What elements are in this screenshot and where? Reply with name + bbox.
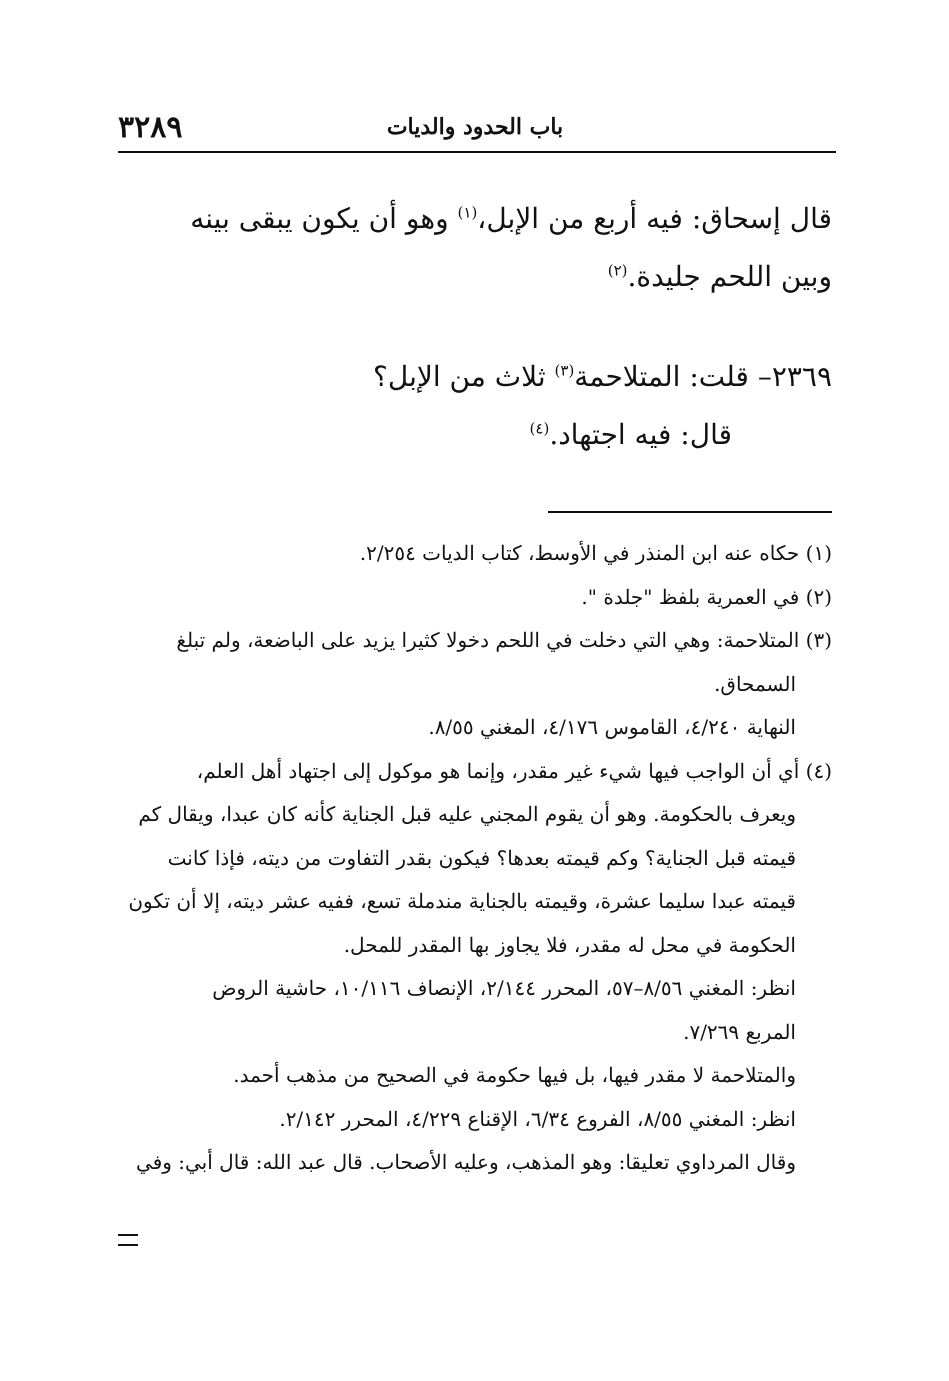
main-text: قال إسحاق: فيه أربع من الإبل، [477, 202, 832, 235]
footnote-ref[interactable]: (٤) [529, 419, 550, 438]
question-line [118, 348, 832, 406]
main-paragraph-1 [118, 190, 832, 306]
main-line [118, 190, 832, 248]
footnote-ref[interactable]: (٣) [554, 361, 575, 380]
footnote-1 [118, 532, 832, 576]
footnote-line: والمتلاحمة لا مقدر فيها، بل فيها حكومة في الصحيح من مذهب أحمد. [233, 1063, 796, 1087]
main-text: وهو أن يكون يبقى بينه [190, 202, 458, 235]
footnotes [118, 532, 832, 1185]
footnote-ref[interactable]: (١) [457, 203, 478, 222]
footnote-divider [548, 511, 832, 513]
footnote-line: ويعرف بالحكومة. وهو أن يقوم المجني عليه قبل الجناية كأنه كان عبدا، ويقال كم [138, 802, 796, 826]
main-text: وبين اللحم جليدة. [627, 260, 832, 293]
chapter-title: باب الحدود والديات [386, 114, 564, 140]
main-paragraph-2 [118, 348, 832, 464]
footnote-line: النهاية ٤/٢٤٠، القاموس ٤/١٧٦، المغني ٨/٥٥. [428, 715, 796, 739]
header-divider [118, 151, 836, 153]
footnote-ref[interactable]: (٢) [607, 261, 628, 280]
main-line [118, 248, 832, 306]
footnote-line: (٤) أي أن الواجب فيها شيء غير مقدر، وإنما هو موكول إلى اجتهاد أهل العلم، [196, 758, 832, 783]
footnote-2 [118, 576, 832, 620]
answer-text: قال: فيه اجتهاد. [549, 418, 732, 451]
footnote-line: المربع ٧/٢٦٩. [683, 1019, 796, 1044]
question-text: ٢٣٦٩– قلت: المتلاحمة [574, 360, 832, 393]
footnote-line: قيمته عبدا سليما عشرة، وقيمته بالجناية مندملة تسع، ففيه عشر ديته، إلا أن تكون [128, 889, 796, 913]
footnote-line: السمحاق. [714, 671, 796, 696]
question-text: ثلاث من الإبل؟ [373, 360, 555, 393]
continuation-mark [118, 1234, 138, 1246]
footnote-line: انظر: المغني ٨/٥٥، الفروع ٦/٣٤، الإقناع ٤/٢٢٩، المحرر ٢/١٤٢. [279, 1106, 796, 1131]
footnote-4 [118, 750, 832, 1185]
footnote-line: الحكومة في محل له مقدر، فلا يجاوز بها المقدر للمحل. [343, 932, 796, 957]
footnote-line: انظر: المغني ٨/٥٦–٥٧، المحرر ٢/١٤٤، الإنصاف ١٠/١١٦، حاشية الروض [212, 976, 796, 1000]
footnote-line: وقال المرداوي تعليقا: وهو المذهب، وعليه الأصحاب. قال عبد الله: قال أبي: وفي [136, 1150, 796, 1174]
footnote-3 [118, 619, 832, 750]
answer-line [118, 406, 832, 464]
running-header [118, 110, 832, 146]
footnote-line: (١) حكاه عنه ابن المنذر في الأوسط، كتاب الديات ٢/٢٥٤. [359, 541, 832, 565]
footnote-line: (٣) المتلاحمة: وهي التي دخلت في اللحم دخولا كثيرا يزيد على الباضعة، ولم تبلغ [176, 628, 832, 652]
footnote-line: (٢) في العمرية بلفظ "جلدة ". [581, 584, 832, 609]
page-number: ٣٢٨٩ [118, 110, 183, 145]
footnote-line: قيمته قبل الجناية؟ وكم قيمته بعدها؟ فيكون بقدر التفاوت من ديته، فإذا كانت [167, 845, 796, 870]
